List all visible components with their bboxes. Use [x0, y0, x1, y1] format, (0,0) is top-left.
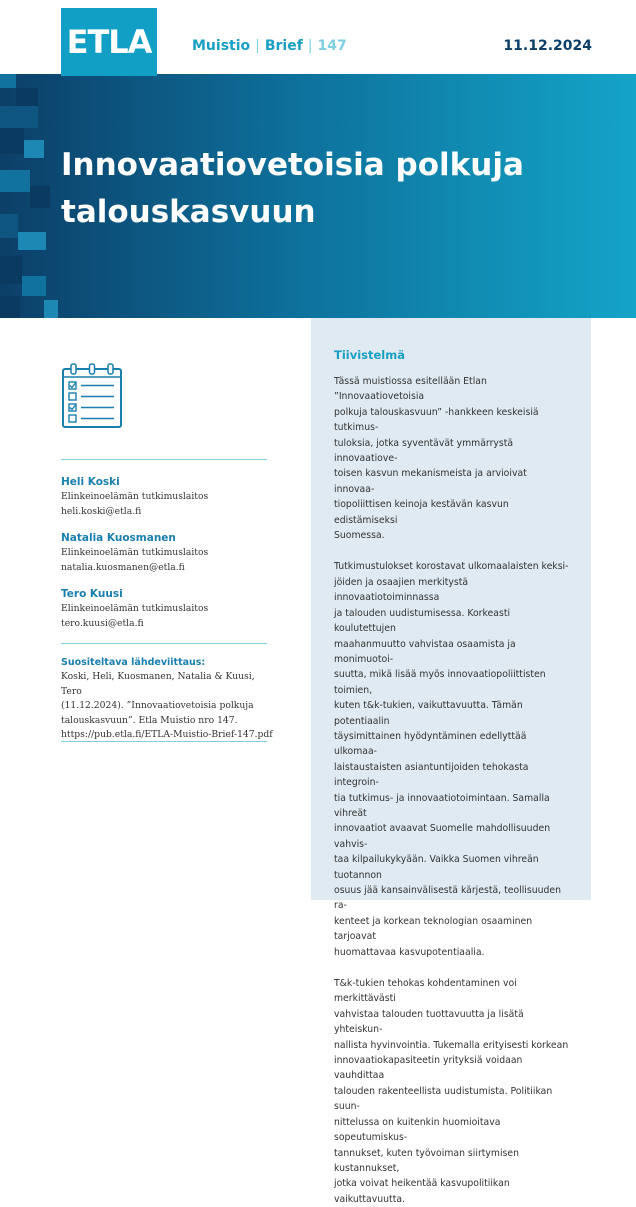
author-email[interactable]: heli.koski@etla.fi — [61, 505, 142, 517]
series-en: Brief — [264, 38, 303, 54]
summary-paragraph — [334, 559, 569, 960]
summary-line: nittelussa on kuitenkin huomioitava sopeutumiskus- — [334, 1116, 501, 1144]
header-banner — [0, 0, 636, 318]
divider — [61, 459, 267, 460]
decor-square — [16, 88, 38, 106]
author-block — [61, 475, 281, 519]
author-name: Natalia Kuosmanen — [61, 532, 176, 544]
summary-line: ja talouden uudistumisessa. Korkeasti koulutettujen — [334, 607, 511, 635]
decor-square — [18, 232, 46, 250]
author-organization: Elinkeinoelämän tutkimuslaitos — [61, 603, 209, 614]
decor-square — [24, 140, 44, 158]
citation-line: (11.12.2024). ”Innovaatiovetoisia polkuja — [61, 700, 254, 711]
divider — [61, 741, 267, 742]
summary-line: nallista hyvinvointia. Tukemalla erityisesti korkean — [334, 1039, 569, 1051]
summary-line: Suomessa. — [334, 530, 385, 542]
divider — [61, 643, 267, 644]
summary-line: innovaatiot avaavat Suomelle mahdollisuuden vahvis- — [334, 823, 551, 850]
title-line: talouskasvuun — [61, 194, 316, 230]
summary-line: innovaatiokapasiteetin yrityksiä voidaan vauhdittaa — [334, 1055, 523, 1082]
decor-square — [30, 186, 50, 208]
summary-paragraph — [334, 374, 569, 543]
summary-line: kenteet ja korkean teknologian osaaminen tarjoavat — [334, 915, 533, 943]
summary-line: tannukset, kuten työvoiman siirtymisen kustannukset, — [334, 1147, 520, 1174]
summary-line: kuten t&k-tukien, vaikuttavuutta. Tämän potentiaalin — [334, 700, 523, 727]
summary-line: Tutkimustulokset korostavat ulkomaalaisten keksi- — [334, 561, 569, 573]
issue-number: 147 — [317, 38, 347, 54]
checklist-clipboard-icon — [60, 363, 124, 429]
decor-square — [44, 300, 58, 318]
separator: | — [307, 38, 313, 54]
summary-line: talouden rakenteellista uudistumista. Politiikan suun- — [334, 1085, 553, 1113]
citation-block — [61, 655, 276, 743]
citation-url[interactable]: https://pub.etla.fi/ETLA-Muistio-Brief-147.pdf — [61, 729, 273, 740]
summary-line: toisen kasvun mekanismeista ja arvioivat innovaa- — [334, 468, 527, 495]
decor-square — [0, 128, 24, 154]
citation-line: talouskasvuun”. Etla Muistio nro 147. — [61, 714, 238, 726]
summary-line: tuloksia, jotka syventävät ymmärrystä innovaatiove- — [334, 437, 514, 465]
decor-square — [0, 214, 18, 238]
decor-square — [0, 106, 38, 128]
author-organization: Elinkeinoelämän tutkimuslaitos — [61, 547, 209, 558]
etla-logo: ETLA — [61, 8, 157, 76]
decor-square — [0, 296, 20, 318]
author-block — [61, 587, 281, 631]
decor-square — [22, 276, 46, 296]
author-email[interactable]: natalia.kuosmanen@etla.fi — [61, 561, 185, 573]
summary-line: taa kilpailukykyään. Vaikka Suomen vihreän tuotannon — [334, 854, 539, 881]
decor-square — [0, 256, 22, 284]
separator: | — [255, 38, 260, 54]
summary-line: tiopoliittisen keinoja kestävän kasvun edistämiseksi — [334, 499, 509, 526]
series-fi: Muistio — [192, 38, 251, 54]
summary-line: polkuja talouskasvuun” -hankkeen keskeisiä tutkimus- — [334, 406, 539, 434]
summary-line: huomattavaa kasvupotentiaalia. — [334, 946, 485, 958]
summary-line: suutta, mikä lisää myös innovaatiopoliittisten toimien, — [334, 669, 546, 696]
author-name: Tero Kuusi — [61, 588, 123, 600]
citation-line: Koski, Heli, Kuosmanen, Natalia & Kuusi, Tero — [61, 671, 255, 697]
author-block — [61, 531, 281, 575]
summary-line: jotka voivat heikentää kasvupolitiikan vaikuttavuutta. — [334, 1178, 510, 1205]
summary-paragraph — [334, 976, 569, 1207]
summary-line: täysimittainen hyödyntäminen edellyttää ulkomaa- — [334, 730, 527, 758]
summary-line: maahanmuutto vahvistaa osaamista ja monimuotoi- — [334, 638, 516, 665]
summary-line: osuus jää kansainvälisestä kärjestä, teollisuuden ra- — [334, 885, 562, 912]
decor-square — [0, 74, 16, 88]
series-label — [192, 38, 347, 54]
summary-line: T&k-tukien tehokas kohdentaminen voi merkittävästi — [334, 978, 517, 1005]
summary-line: Tässä muistiossa esitellään Etlan ”Innovaatiovetoisia — [334, 376, 487, 403]
citation-heading: Suositeltava lähdeviittaus: — [61, 657, 206, 668]
summary-line: tia tutkimus- ja innovaatiotoimintaan. Samalla vihreät — [334, 792, 550, 819]
title-line: Innovaatiovetoisia polkuja — [61, 147, 524, 183]
page-title — [61, 142, 581, 236]
author-name: Heli Koski — [61, 476, 120, 488]
author-email[interactable]: tero.kuusi@etla.fi — [61, 617, 144, 629]
publication-date: 11.12.2024 — [503, 38, 592, 54]
summary-line: laistaustaisten asiantuntijoiden tehokasta integroin- — [334, 761, 529, 789]
citation-text — [61, 670, 276, 743]
summary-line: jöiden ja osaajien merkitystä innovaatiotoiminnassa — [334, 576, 469, 604]
summary-panel — [311, 318, 591, 1205]
summary-line: vahvistaa talouden tuottavuutta ja lisätä yhteiskun- — [334, 1008, 524, 1036]
decor-square — [0, 170, 30, 192]
author-organization: Elinkeinoelämän tutkimuslaitos — [61, 491, 209, 502]
summary-heading: Tiivistelmä — [334, 348, 405, 362]
